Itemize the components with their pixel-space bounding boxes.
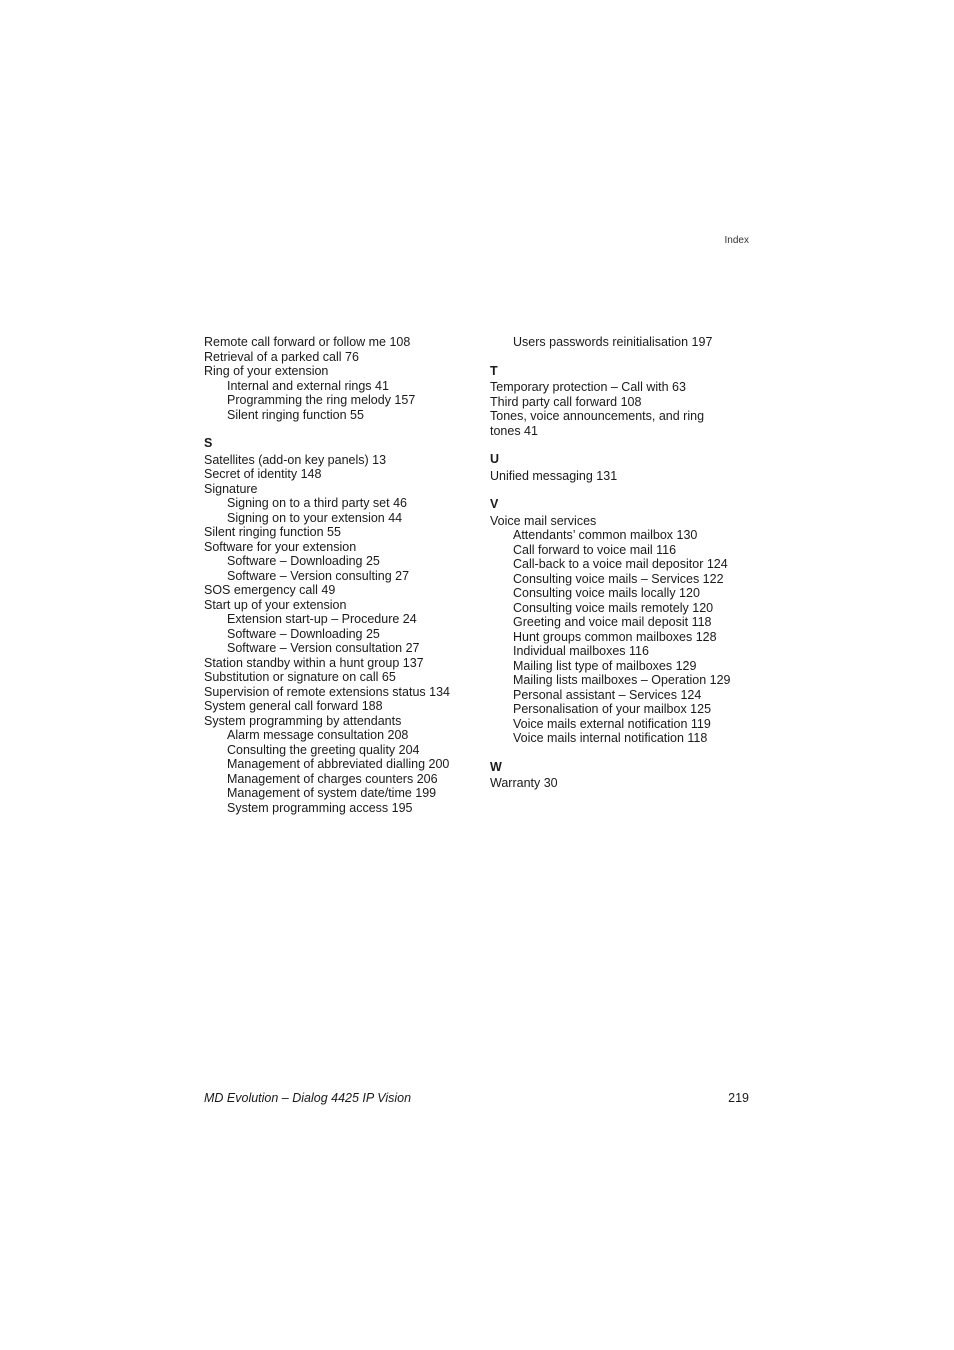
index-subentry: Attendants’ common mailbox 130 (513, 528, 698, 542)
index-subentry: Signing on to a third party set 46 (227, 496, 407, 510)
index-entry: SOS emergency call 49 (204, 583, 336, 597)
index-entry: Ring of your extension (204, 364, 329, 378)
index-subentry: Silent ringing function 55 (227, 407, 364, 422)
index-entry: Remote call forward or follow me 108 (204, 335, 411, 349)
index-subentry: Mailing lists mailboxes – Operation 129 (513, 673, 731, 687)
index-entry: Supervision of remote extensions status 134 (204, 684, 450, 699)
index-subentry: Individual mailboxes 116 (513, 644, 649, 658)
index-entry: Silent ringing function 55 (204, 525, 341, 539)
index-subentry: Consulting the greeting quality 204 (227, 742, 420, 757)
footer-page-number: 219 (728, 1091, 749, 1105)
index-subentry: Management of abbreviated dialling 200 (227, 757, 450, 771)
index-entry: Secret of identity 148 (204, 467, 322, 481)
section-header: Index (724, 235, 749, 246)
footer-document-title: MD Evolution – Dialog 4425 IP Vision (204, 1091, 412, 1105)
index-subentry: Call-back to a voice mail depositor 124 (513, 557, 728, 571)
index-letter-heading: W (490, 759, 502, 774)
index-subentry: Signing on to your extension 44 (227, 510, 403, 525)
index-column-right (490, 335, 752, 791)
index-subentry: Alarm message consultation 208 (227, 728, 409, 742)
index-subentry: Software – Downloading 25 (227, 554, 380, 568)
index-entry: Start up of your extension (204, 597, 347, 612)
index-subentry: Personal assistant – Services 124 (513, 687, 702, 702)
index-column-left (204, 335, 466, 815)
index-entry: Unified messaging 131 (490, 468, 618, 483)
index-subentry: Consulting voice mails remotely 120 (513, 600, 714, 615)
index-subentry: Programming the ring melody 157 (227, 393, 416, 407)
index-subentry: Software – Version consulting 27 (227, 568, 410, 583)
index-entry: Warranty 30 (490, 776, 558, 790)
index-subentry: Consulting voice mails locally 120 (513, 586, 700, 600)
index-subentry: System programming access 195 (227, 800, 413, 815)
index-subentry: Call forward to voice mail 116 (513, 542, 677, 557)
index-entry: Voice mail services (490, 513, 597, 528)
index-subentry: Voice mails internal notification 118 (513, 731, 708, 745)
index-letter-heading: V (490, 497, 499, 511)
index-subentry: Voice mails external notification 119 (513, 716, 711, 731)
index-entry: Satellites (add-on key panels) 13 (204, 452, 387, 467)
index-letter-heading: T (490, 363, 498, 378)
index-subentry: Extension start-up – Procedure 24 (227, 612, 417, 626)
index-entry: Station standby within a hunt group 137 (204, 655, 424, 670)
index-entry: System programming by attendants (204, 713, 402, 728)
index-entry: Tones, voice announcements, and ring tones 41 (490, 409, 705, 438)
index-subentry: Management of system date/time 199 (227, 786, 437, 800)
index-entry: Software for your extension (204, 539, 357, 554)
index-subentry: Software – Downloading 25 (227, 626, 380, 641)
index-subentry: Mailing list type of mailboxes 129 (513, 658, 697, 673)
index-entry: Retrieval of a parked call 76 (204, 349, 359, 364)
index-letter-heading: S (204, 436, 213, 450)
index-subentry: Greeting and voice mail deposit 118 (513, 615, 712, 629)
index-subentry: Internal and external rings 41 (227, 378, 389, 393)
index-entry: Signature (204, 481, 258, 496)
index-subentry: Hunt groups common mailboxes 128 (513, 629, 717, 644)
index-subentry: Users passwords reinitialisation 197 (513, 335, 713, 349)
index-entry: System general call forward 188 (204, 699, 383, 713)
index-entry: Substitution or signature on call 65 (204, 670, 396, 684)
index-letter-heading: U (490, 452, 500, 466)
index-subentry: Software – Version consultation 27 (227, 641, 420, 655)
index-entry: Temporary protection – Call with 63 (490, 380, 686, 394)
index-subentry: Consulting voice mails – Services 122 (513, 571, 724, 586)
index-subentry: Personalisation of your mailbox 125 (513, 702, 712, 716)
index-subentry: Management of charges counters 206 (227, 771, 438, 786)
index-entry: Third party call forward 108 (490, 394, 642, 409)
